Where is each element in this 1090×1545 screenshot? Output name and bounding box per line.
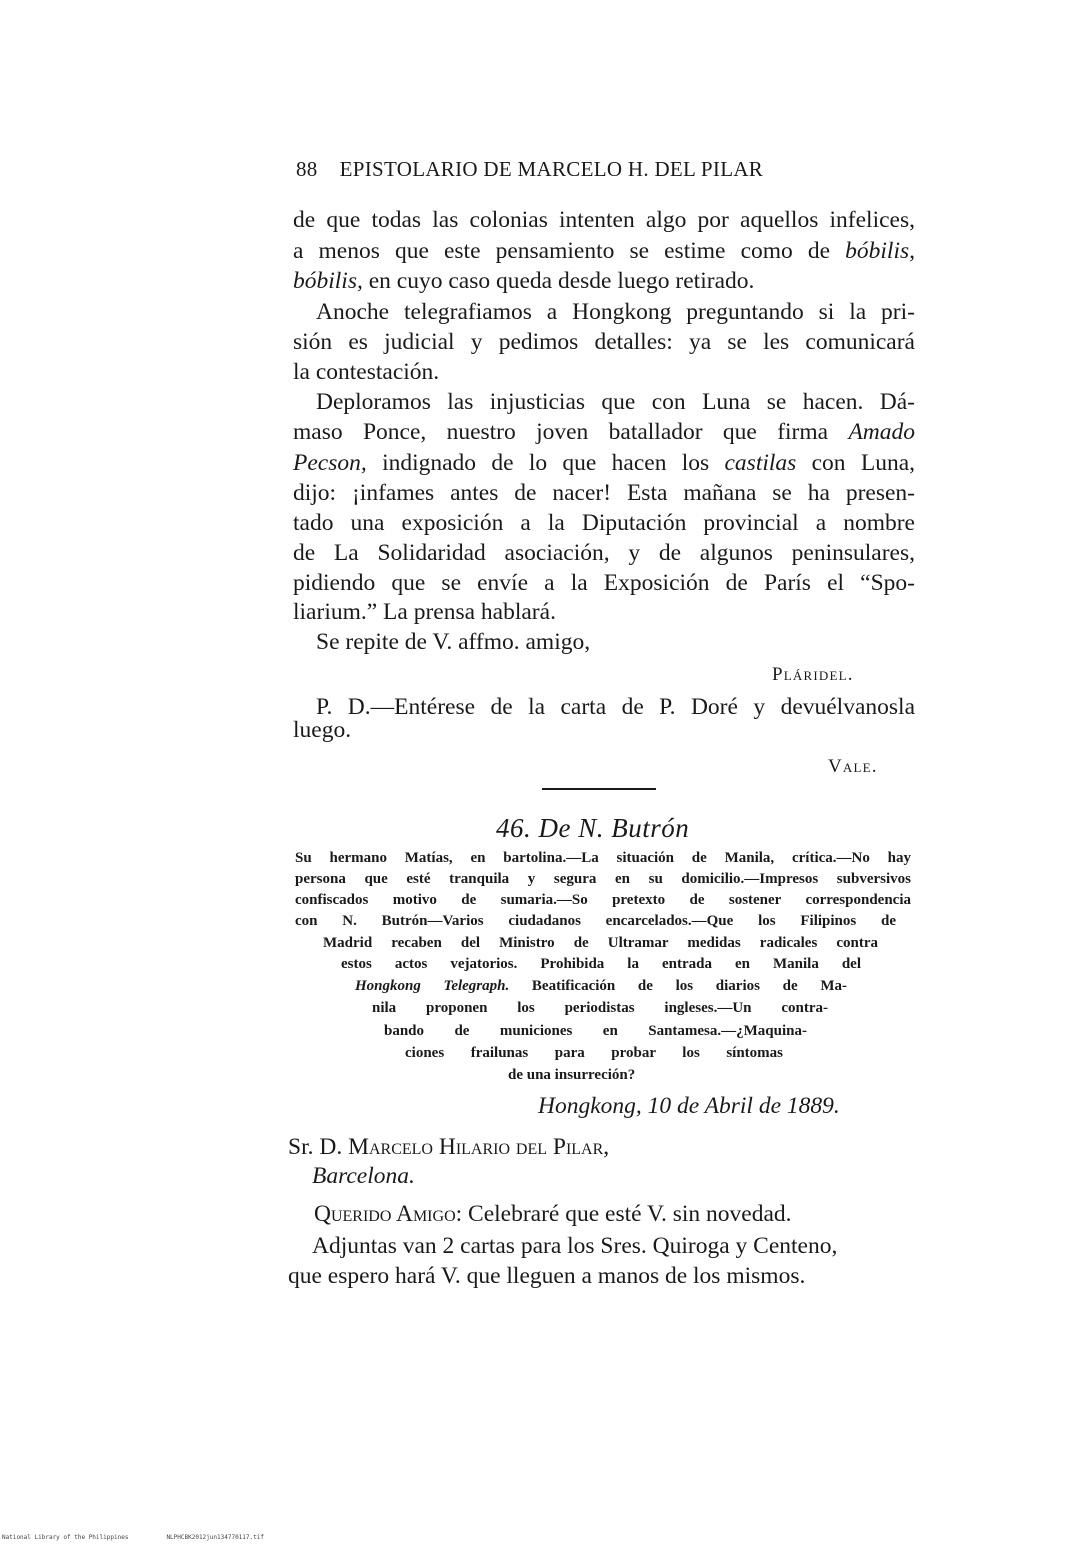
text-span: a menos que este pensamiento se estime como de <box>293 238 831 264</box>
running-title: EPISTOLARIO DE MARCELO H. DEL PILAR <box>339 157 764 181</box>
italic-term: bóbilis, <box>293 268 363 294</box>
file-id: NLPHCBK2012jun134770117.tif <box>166 1534 264 1541</box>
italic-name: Hongkong Telegraph. <box>355 978 510 994</box>
section-divider <box>542 788 656 790</box>
text-line: la contestación. <box>293 359 440 385</box>
italic-name: Amado <box>848 419 916 445</box>
summary-line: ciones frailunas para probar los síntomas <box>405 1045 783 1061</box>
summary-line: Madrid recaben del Ministro de Ultramar medidas radicales contra <box>323 935 878 951</box>
page-number: 88 <box>296 157 318 181</box>
closing: Vale. <box>828 756 878 777</box>
text-line: de La Solidaridad asociación, y de algunos peninsulares, <box>293 540 915 566</box>
italic-term: castilas <box>724 450 797 476</box>
recipient-city: Barcelona. <box>312 1163 415 1189</box>
library-credit: National Library of the Philippines <box>2 1534 129 1541</box>
text-line <box>293 417 915 447</box>
text-span: en cuyo caso queda desde luego retirado. <box>368 268 755 294</box>
text-span: con Luna, <box>811 450 916 476</box>
text-span: maso Ponce, nuestro joven batallador que firma <box>293 419 829 445</box>
italic-name: Pecson, <box>293 450 367 476</box>
text-line: de que todas las colonias intenten algo por aquellos infelices, <box>293 207 915 233</box>
running-header <box>296 157 856 182</box>
text-line <box>293 266 754 296</box>
text-line <box>293 236 915 266</box>
postscript-line: P. D.—Entérese de la carta de P. Doré y devuélvanosla <box>316 694 915 720</box>
salutation: Querido Amigo: <box>314 1201 463 1227</box>
text-span: Beatificación de los diarios de Ma- <box>531 978 847 994</box>
italic-term: bóbilis, <box>845 238 915 264</box>
text-line: dijo: ¡infames antes de nacer! Esta mañana se ha presen- <box>293 480 915 506</box>
signature: Pláridel. <box>772 664 854 685</box>
summary-line: nila proponen los periodistas ingleses.—Un contra- <box>372 1000 828 1016</box>
text-line: sión es judicial y pedimos detalles: ya se les comunicará <box>293 329 915 355</box>
summary-line: con N. Butrón—Varios ciudadanos encarcelados.—Que los Filipinos de <box>295 913 896 929</box>
summary-line: estos actos vejatorios. Prohibida la entrada en Manila del <box>341 956 861 972</box>
text-line: pidiendo que se envíe a la Exposición de París el “Spo- <box>293 570 915 596</box>
summary-line: confiscados motivo de sumaria.—So pretexto de sostener correspondencia <box>295 892 911 908</box>
text-line: tado una exposición a la Diputación provincial a nombre <box>293 510 915 536</box>
body-line: Adjuntas van 2 cartas para los Sres. Quiroga y Centeno, <box>312 1233 838 1259</box>
letter-title: 46. De N. Butrón <box>496 813 690 843</box>
salutation-line <box>314 1201 792 1228</box>
text-line: Deploramos las injusticias que con Luna se hacen. Dá- <box>316 389 915 415</box>
summary-line: Su hermano Matías, en bartolina.—La situación de Manila, crítica.—No hay <box>295 850 911 866</box>
text-line <box>293 448 915 478</box>
recipient-line <box>288 1134 609 1161</box>
dateline: Hongkong, 10 de Abril de 1889. <box>538 1093 840 1119</box>
scan-footer <box>2 1534 302 1541</box>
recipient-prefix: Sr. D. <box>288 1134 343 1160</box>
summary-line: bando de municiones en Santamesa.—¿Maquina- <box>384 1023 807 1039</box>
recipient-name: Marcelo Hilario del Pilar, <box>348 1134 610 1160</box>
text-span: indignado de lo que hacen los <box>382 450 710 476</box>
body-line: que espero hará V. que lleguen a manos de los mismos. <box>288 1263 806 1289</box>
text-line: Anoche telegrafiamos a Hongkong preguntando si la pri- <box>316 299 915 325</box>
summary-line: persona que esté tranquila y segura en su domicilio.—Impresos subversivos <box>295 871 911 887</box>
summary-line <box>355 976 847 997</box>
summary-line: de una insurreción? <box>508 1067 636 1083</box>
text-line: liarium.” La prensa hablará. <box>293 599 556 625</box>
body-line: Celebraré que esté V. sin novedad. <box>468 1201 792 1227</box>
text-line: Se repite de V. affmo. amigo, <box>316 629 591 655</box>
postscript-line: luego. <box>293 717 352 743</box>
